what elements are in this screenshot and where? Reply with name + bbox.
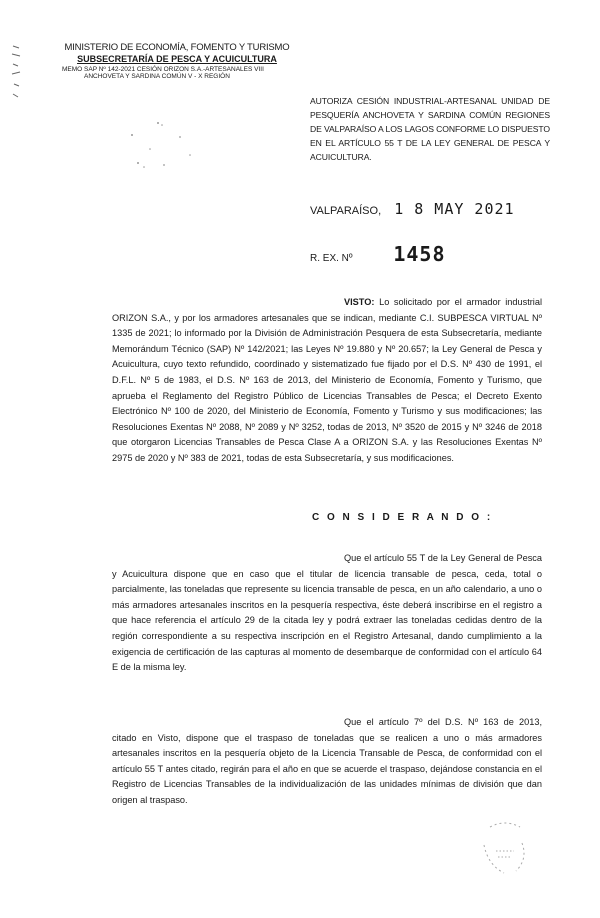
faded-seal-mark <box>120 115 210 175</box>
rex-number: 1458 <box>393 242 446 266</box>
ministry-name: MINISTERIO DE ECONOMÍA, FOMENTO Y TURISMO <box>64 42 290 53</box>
considerando-paragraph-1: Que el artículo 55 T de la Ley General de Pesca y Acuicultura dispone que en caso que el titular de licencia transable de pesca, ceda, total o parcialmente, las toneladas que represente su licencia transable de pesca, en un año calendario, a uno o más armadores artesanales inscritos en la pesquería respectiva, éste deberá inscribirse en el registro a que hace referencia el artículo 29 de la citada ley y podrá extraer las toneladas cedidas dentro de la región correspondiente a su respectiva inscripción en el Registro Artesanal, dando cumplimiento a la exigencia de certificación de las capturas al momento de desembarque de conformidad con el artículo 64 E de la misma ley. <box>112 553 542 673</box>
rex-label: R. EX. Nº <box>310 253 353 264</box>
visto-label: VISTO: <box>344 297 375 307</box>
side-stamp-mark <box>10 42 22 102</box>
letterhead <box>62 42 292 80</box>
subsecretaria-name: SUBSECRETARÍA DE PESCA Y ACUICULTURA <box>77 54 277 64</box>
visto-paragraph <box>112 295 542 467</box>
round-stamp-mark <box>470 815 540 885</box>
date-line <box>310 200 515 218</box>
resolution-number-line <box>310 242 446 266</box>
memo-reference-line1: MEMO SAP Nº 142-2021 CESIÓN ORIZON S.A.-ARTESANALES VIII <box>62 66 264 73</box>
considerando-heading: C O N S I D E R A N D O : <box>312 512 493 523</box>
considerando-paragraph-2: Que el artículo 7º del D.S. Nº 163 de 2013, citado en Visto, dispone que el traspaso de toneladas que se realicen a uno o más armadores artesanales inscritos en la pesquería objeto de la Licencia Transable de Pesca, de conformidad con el artículo 55 T antes citado, regirán para el año en que se acuerde el traspaso, dejándose constancia en el Registro de Licencias Transables de la individualización de las unidades mínimas de división que dan origen al traspaso. <box>112 717 542 805</box>
date-stamp: 1 8 MAY 2021 <box>394 200 515 218</box>
resolution-subject: AUTORIZA CESIÓN INDUSTRIAL-ARTESANAL UNIDAD DE PESQUERÍA ANCHOVETA Y SARDINA COMÚN REGIONES DE VALPARAÍSO A LOS LAGOS CONFORME LO DISPUESTO EN EL ARTÍCULO 55 T DE LA LEY GENERAL DE PESCA Y ACUICULTURA. <box>310 96 550 162</box>
memo-reference-line2: ANCHOVETA Y SARDINA COMÚN V - X REGIÓN <box>84 73 230 80</box>
date-place: VALPARAÍSO, <box>310 205 382 217</box>
visto-text: Lo solicitado por el armador industrial ORIZON S.A., y por los armadores artesanales que se indican, mediante C.I. SUBPESCA VIRTUAL Nº 1335 de 2021; lo informado por la División de Administración Pesquera de esta Subsecretaría, mediante Memorándum Técnico (SAP) Nº 142/2021; las Leyes Nº 19.880 y Nº 20.657; la Ley General de Pesca y Acuicultura, cuyo texto refundido, coordinado y sistematizado fue fijado por el D.S. Nº 430 de 1991, el D.F.L. Nº 5 de 1983, el D.S. Nº 163 de 2013, del Ministerio de Economía, Fomento y Turismo, que aprueba el Reglamento del Registro Público de Licencias Transables de Pesca; el Decreto Exento Electrónico Nº 100 de 2020, del Ministerio de Economía, Fomento y Turismo y sus modificaciones; las Resoluciones Exentas Nº 2088, Nº 2089 y Nº 3252, todas de 2013, Nº 3520 de 2015 y Nº 3246 de 2018 que otorgaron Licencias Transables de Pesca Clase A a ORIZON S.A. y las Resoluciones Exentas Nº 2975 de 2020 y Nº 383 de 2021, todas de esta Subsecretaría, y sus modificaciones. <box>112 297 542 463</box>
